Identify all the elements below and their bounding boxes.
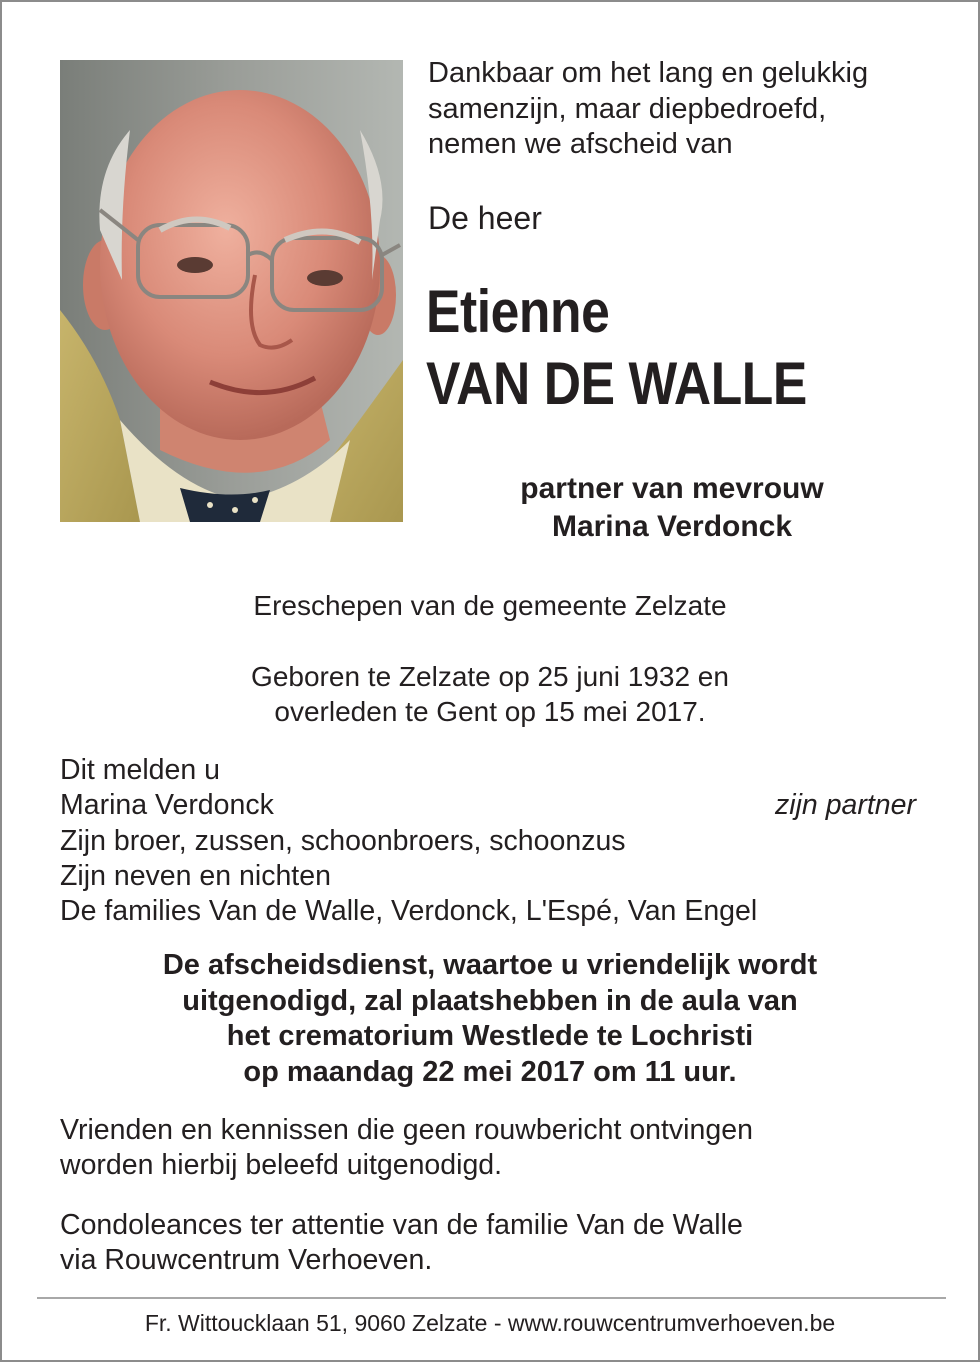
intro-line: Dankbaar om het lang en gelukkig bbox=[428, 57, 869, 89]
announcer-row: De families Van de Walle, Verdonck, L'Espé, Van Engel bbox=[60, 895, 758, 928]
invitation-line: Vrienden en kennissen die geen rouwbericht ontvingen bbox=[60, 1114, 753, 1146]
partner-line bbox=[432, 470, 912, 546]
funeral-home-footer: Fr. Wittoucklaan 51, 9060 Zelzate - www.rouwcentrumverhoeven.be bbox=[144, 1310, 836, 1336]
intro-line: nemen we afscheid van bbox=[428, 128, 733, 160]
footer-divider bbox=[37, 1297, 946, 1299]
portrait-photo bbox=[60, 60, 403, 522]
announcers-intro: Dit melden u bbox=[60, 754, 220, 786]
announcers-list bbox=[60, 753, 930, 929]
intro-text bbox=[428, 56, 948, 163]
condolences-text bbox=[60, 1208, 930, 1279]
announcer-row: Zijn broer, zussen, schoonbroers, schoonzus bbox=[60, 824, 626, 857]
deceased-last-name: VAN DE WALLE bbox=[426, 350, 807, 417]
service-line: het crematorium Westlede te Lochristi bbox=[226, 1020, 754, 1052]
condolences-line: via Rouwcentrum Verhoeven. bbox=[60, 1244, 433, 1277]
deceased-first-name: Etienne bbox=[426, 278, 610, 345]
announcer-partner-role: zijn partner bbox=[775, 789, 916, 822]
service-announcement bbox=[2, 948, 978, 1090]
announcer-partner-row bbox=[60, 788, 930, 823]
service-line: De afscheidsdienst, waartoe u vriendelijk wordt bbox=[162, 949, 818, 981]
intro-line: samenzijn, maar diepbedroefd, bbox=[428, 92, 827, 125]
invitation-text bbox=[60, 1113, 930, 1184]
partner-name: Marina Verdonck bbox=[551, 510, 793, 543]
honorific-title: De heer bbox=[428, 200, 542, 236]
birth-line: Geboren te Zelzate op 25 juni 1932 en bbox=[251, 661, 729, 692]
deceased-name bbox=[426, 276, 807, 420]
honorary-title: Ereschepen van de gemeente Zelzate bbox=[253, 590, 727, 621]
service-line: op maandag 22 mei 2017 om 11 uur. bbox=[243, 1055, 737, 1088]
announcer-row: Zijn neven en nichten bbox=[60, 859, 331, 892]
life-dates bbox=[2, 659, 978, 729]
announcer-partner-name: Marina Verdonck bbox=[60, 789, 274, 822]
service-line: uitgenodigd, zal plaatshebben in de aula van bbox=[182, 984, 798, 1017]
portrait-illustration bbox=[60, 60, 403, 522]
condolences-line: Condoleances ter attentie van de familie Van de Walle bbox=[60, 1209, 743, 1241]
invitation-line: worden hierbij beleefd uitgenodigd. bbox=[60, 1149, 503, 1182]
partner-label: partner van mevrouw bbox=[520, 472, 824, 505]
death-line: overleden te Gent op 15 mei 2017. bbox=[274, 696, 706, 727]
